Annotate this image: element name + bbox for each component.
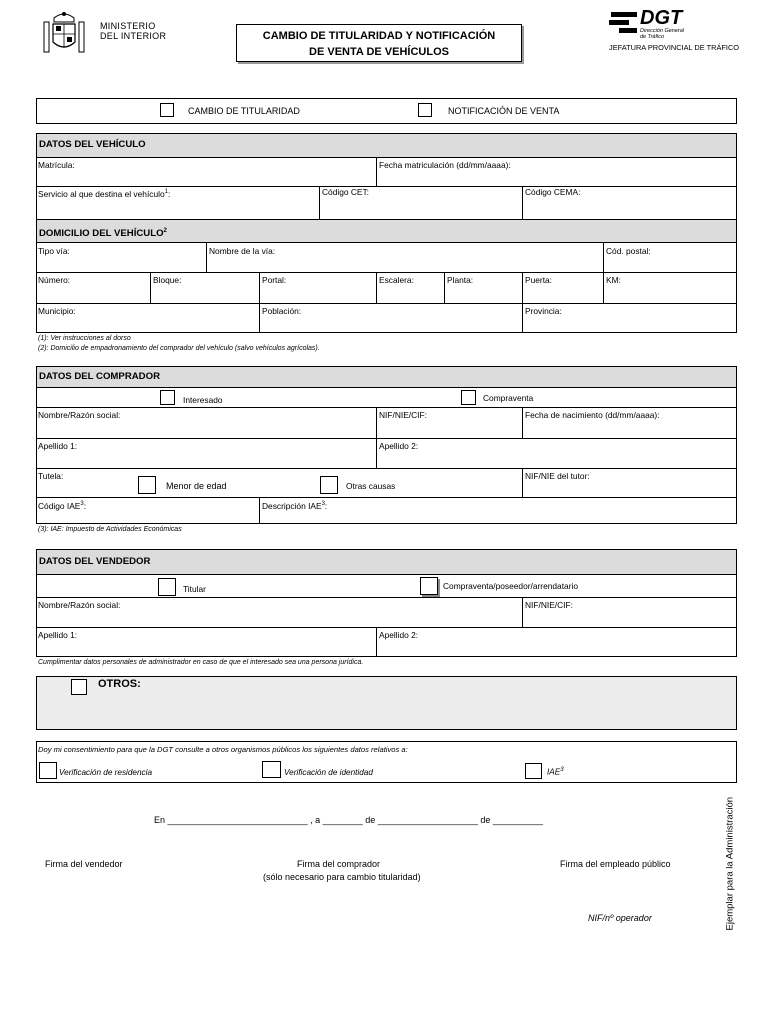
municipio-field[interactable]: Municipio:	[38, 306, 76, 316]
cod-postal-field[interactable]: Cód. postal:	[606, 246, 651, 256]
otros-section[interactable]	[36, 676, 737, 730]
firma-comprador-note: (sólo necesario para cambio titularidad)	[263, 872, 421, 882]
poblacion-field[interactable]: Población:	[262, 306, 302, 316]
cambio-titularidad-checkbox[interactable]	[160, 103, 174, 117]
interesado-label: Interesado	[183, 395, 223, 405]
bloque-field[interactable]: Bloque:	[153, 275, 182, 285]
vendedor-header: DATOS DEL VENDEDOR	[37, 550, 736, 574]
residencia-label: Verificación de residencia	[59, 768, 152, 777]
titular-label: Titular	[183, 584, 206, 594]
compraventa-vendedor-label: Compraventa/poseedor/arrendatario	[443, 581, 579, 591]
firma-empleado: Firma del empleado público	[560, 859, 671, 869]
vehiculo-header: DATOS DEL VEHÍCULO	[37, 134, 736, 157]
note-1: (1): Ver instrucciones al dorso	[38, 335, 131, 342]
codigo-cet-field[interactable]: Código CET:	[322, 187, 370, 197]
titular-checkbox[interactable]	[158, 578, 176, 596]
notificacion-venta-label: NOTIFICACIÓN DE VENTA	[448, 106, 560, 116]
residencia-checkbox[interactable]	[39, 762, 57, 779]
provincia-field[interactable]: Provincia:	[525, 306, 562, 316]
fecha-matriculacion-field[interactable]: Fecha matriculación (dd/mm/aaaa):	[379, 160, 511, 170]
servicio-field[interactable]: Servicio al que destina el vehículo$^1$:	[38, 189, 171, 199]
menor-edad-checkbox[interactable]	[138, 476, 156, 494]
side-text: Ejemplar para la Administración	[724, 796, 736, 931]
dgt-logo-text: DGT	[640, 7, 683, 29]
dgt-sub1: Dirección General	[640, 28, 685, 34]
tipo-via-field[interactable]: Tipo vía:	[38, 246, 70, 256]
iae-checkbox[interactable]	[525, 763, 542, 779]
ministry-line1: MINISTERIO	[100, 21, 156, 31]
otros-label: OTROS:	[98, 678, 141, 690]
nif-operador: NIF/nº operador	[588, 913, 652, 923]
vendedor-apellido1-field[interactable]: Apellido 1:	[38, 630, 78, 640]
firma-comprador: Firma del comprador	[297, 859, 381, 869]
type-row	[36, 98, 737, 124]
numero-field[interactable]: Número:	[38, 275, 71, 285]
page-title-line1: CAMBIO DE TITULARIDAD Y NOTIFICACIÓN	[262, 30, 496, 42]
otras-causas-label: Otras causas	[346, 481, 396, 491]
domicilio-header: DOMICILIO DEL VEHÍCULO$^2$	[37, 220, 736, 242]
planta-field[interactable]: Planta:	[447, 275, 474, 285]
dgt-logo-icon	[609, 8, 639, 38]
codigo-iae-field[interactable]: Código IAE$^3$:	[38, 501, 87, 511]
codigo-cema-field[interactable]: Código CEMA:	[525, 187, 581, 197]
tutela-label: Tutela:	[38, 471, 64, 481]
notificacion-venta-checkbox[interactable]	[418, 103, 432, 117]
puerta-field[interactable]: Puerta:	[525, 275, 553, 285]
comprador-header: DATOS DEL COMPRADOR	[37, 367, 736, 387]
comprador-apellido2-field[interactable]: Apellido 2:	[379, 441, 419, 451]
compraventa-comprador-label: Compraventa	[483, 393, 534, 403]
vendedor-note: Cumplimentar datos personales de administrador en caso de que el interesado sea una persona jurídica.	[38, 659, 364, 666]
comprador-nombre-field[interactable]: Nombre/Razón social:	[38, 410, 121, 420]
iae-label: IAE$^3$	[547, 767, 564, 777]
menor-edad-label: Menor de edad	[166, 481, 227, 491]
note-2: (2): Domicilio de empadronamiento del comprador del vehículo (salvo vehículos agrícolas).	[38, 345, 320, 352]
consent-text: Doy mi consentimiento para que la DGT consulte a otros organismos públicos los siguientes datos relativos a:	[38, 745, 408, 754]
firma-vendedor: Firma del vendedor	[45, 859, 123, 869]
ministry-line2: DEL INTERIOR	[100, 31, 167, 41]
portal-field[interactable]: Portal:	[262, 275, 287, 285]
identidad-checkbox[interactable]	[262, 761, 281, 778]
nombre-via-field[interactable]: Nombre de la vía:	[209, 246, 276, 256]
compraventa-comprador-checkbox[interactable]	[461, 390, 476, 405]
escalera-field[interactable]: Escalera:	[379, 275, 414, 285]
note-3: (3): IAE: Impuesto de Actividades Económicas	[38, 526, 182, 533]
vendedor-nombre-field[interactable]: Nombre/Razón social:	[38, 600, 121, 610]
title-box	[236, 24, 522, 62]
place-date-line[interactable]: En ____________________________ , a ________ de ____________________ de __________	[154, 815, 543, 825]
vendedor-apellido2-field[interactable]: Apellido 2:	[379, 630, 419, 640]
page-title-line2: DE VENTA DE VEHÍCULOS	[309, 46, 449, 58]
otras-causas-checkbox[interactable]	[320, 476, 338, 494]
matricula-field[interactable]: Matrícula:	[38, 160, 75, 170]
km-field[interactable]: KM:	[606, 275, 621, 285]
nif-tutor-field[interactable]: NIF/NIE del tutor:	[525, 471, 590, 481]
vendedor-nif-field[interactable]: NIF/NIE/CIF:	[525, 600, 573, 610]
fecha-nacimiento-field[interactable]: Fecha de nacimiento (dd/mm/aaaa):	[525, 410, 660, 420]
cambio-titularidad-label: CAMBIO DE TITULARIDAD	[188, 106, 300, 116]
comprador-nif-field[interactable]: NIF/NIE/CIF:	[379, 410, 427, 420]
descripcion-iae-field[interactable]: Descripción IAE$^3$:	[262, 501, 328, 511]
jefatura: JEFATURA PROVINCIAL DE TRÁFICO	[609, 43, 740, 52]
interesado-checkbox[interactable]	[160, 390, 175, 405]
identidad-label: Verificación de identidad	[284, 768, 373, 777]
otros-checkbox[interactable]	[71, 679, 87, 695]
compraventa-vendedor-checkbox[interactable]	[420, 577, 438, 595]
dgt-sub2: de Tráfico	[640, 34, 665, 40]
comprador-apellido1-field[interactable]: Apellido 1:	[38, 441, 78, 451]
coat-of-arms-icon	[36, 8, 92, 56]
